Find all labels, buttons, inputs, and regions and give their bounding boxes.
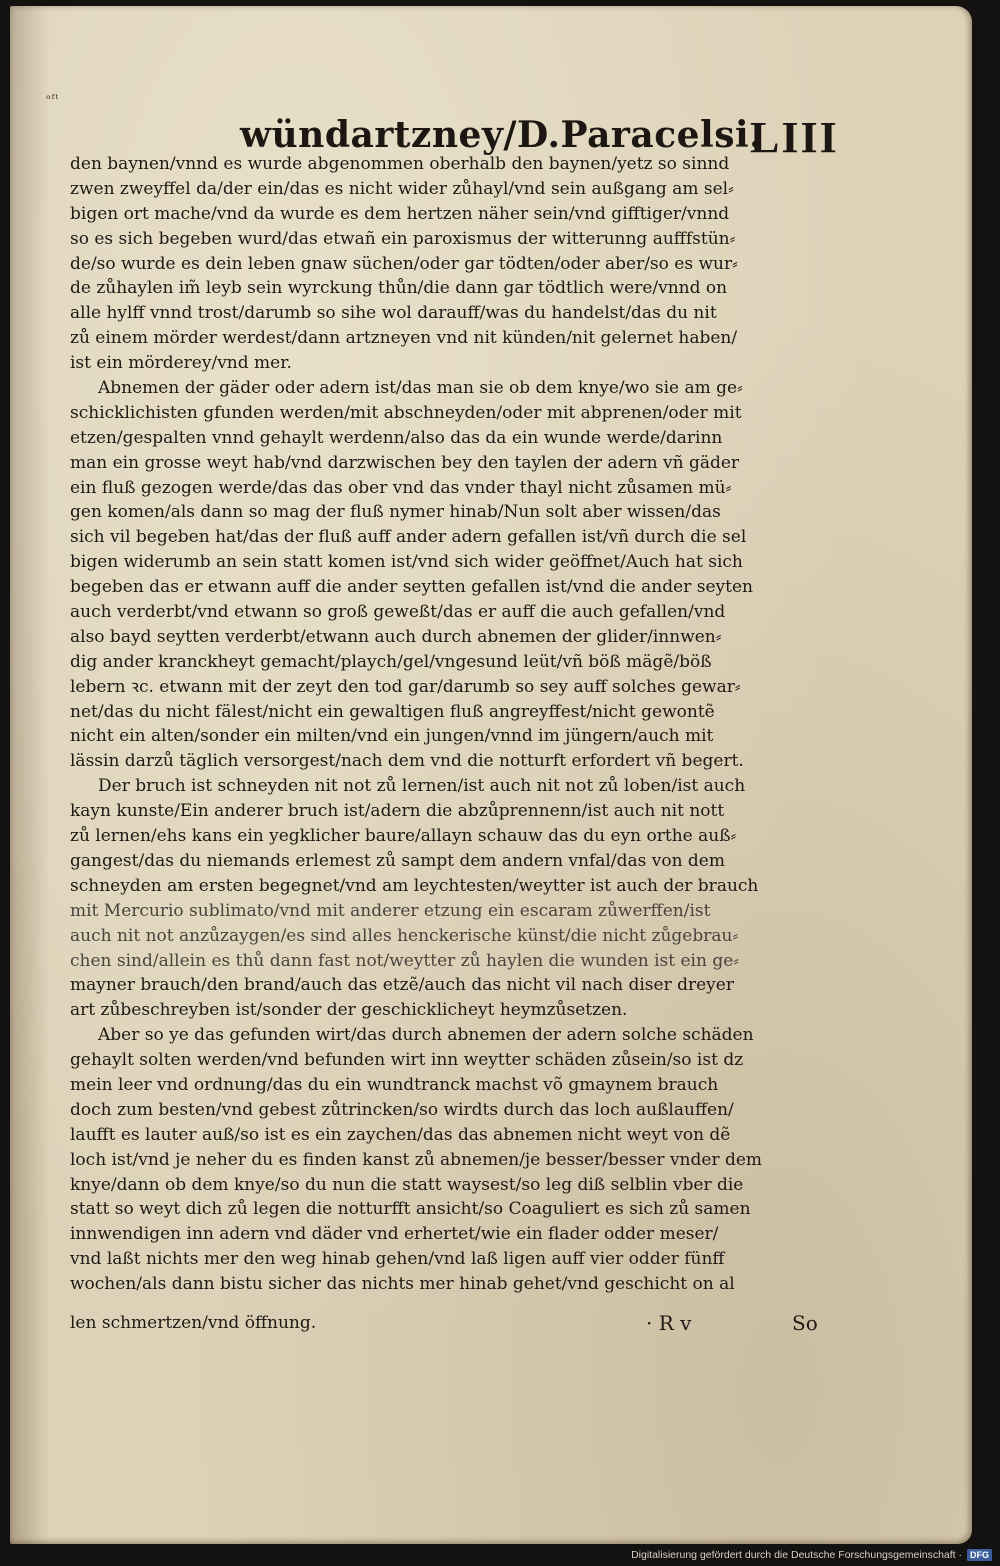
text-line: zů lernen/ehs kans ein yegklicher baure/allayn schauw das du eyn orthe auß⸗: [70, 826, 737, 847]
text-line: de zůhaylen im̃ leyb sein wyrckung thůn/die dann gar tödtlich were/vnnd on: [70, 278, 728, 299]
text-line: wochen/als dann bistu sicher das nichts mer hinab gehet/vnd geschicht on al: [70, 1274, 735, 1295]
scanned-page: [10, 6, 972, 1544]
text-line: gen komen/als dann so mag der fluß nymer hinab/Nun solt aber wissen/das: [70, 502, 721, 523]
text-line: Der bruch ist schneyden nit not zů lernen/ist auch nit not zů loben/ist auch: [98, 776, 746, 797]
text-line: loch ist/vnd je neher du es finden kanst zů abnemen/je besser/besser vnder dem: [70, 1149, 763, 1170]
catch-line: [70, 1308, 840, 1338]
dfg-logo: DFG: [967, 1549, 992, 1561]
text-line: zů einem mörder werdest/dann artzneyen vnd nit künden/nit gelernet haben/: [70, 328, 738, 349]
text-line: also bayd seytten verderbt/etwann auch durch abnemen der glider/innwen⸗: [70, 626, 722, 647]
text-block: [70, 152, 840, 1297]
text-line: man ein grosse weyt hab/vnd darzwischen bey den taylen der adern vñ gäder: [70, 452, 740, 473]
funding-footer: [631, 1548, 992, 1562]
text-line: chen sind/allein es thů dann fast not/weytter zů haylen die wunden ist ein ge⸗: [70, 950, 739, 971]
text-line: ein fluß gezogen werde/das das ober vnd das vnder thayl nicht zůsamen mü⸗: [70, 477, 732, 498]
text-line: schneyden am ersten begegnet/vnd am leychtesten/weytter ist auch der brauch: [70, 875, 759, 896]
text-line: ist ein mörderey/vnd mer.: [70, 353, 292, 374]
text-line: dig ander kranckheyt gemacht/playch/gel/vngesund leüt/vñ böß mägẽ/böß: [70, 651, 712, 672]
text-line: kayn kunste/Ein anderer bruch ist/adern die abzůprennenn/ist auch nit nott: [70, 801, 725, 822]
text-line: etzen/gespalten vnnd gehaylt werdenn/also das da ein wunde werde/darinn: [70, 427, 723, 448]
text-line: sich vil begeben hat/das der fluß auff ander adern gefallen ist/vñ durch die sel: [70, 527, 747, 548]
catchword: So: [792, 1311, 818, 1335]
text-line: schicklichisten gfunden werden/mit abschneyden/oder mit abprenen/oder mit: [70, 402, 742, 423]
text-line: so es sich begeben wurd/das etwañ ein paroxismus der witterunng aufffstün⸗: [70, 228, 736, 249]
text-line: mayner brauch/den brand/auch das etzẽ/auch das nicht vil nach diser dreyer: [70, 975, 734, 996]
text-line: de/so wurde es dein leben gnaw süchen/oder gar tödten/oder aber/so es wur⸗: [70, 253, 738, 274]
text-line: Abnemen der gäder oder adern ist/das man sie ob dem knye/wo sie am ge⸗: [98, 378, 743, 399]
text-line: gangest/das du niemands erlemest zů sampt dem andern vnfal/das von dem: [70, 850, 725, 871]
text-line: lässin darzů täglich versorgest/nach dem vnd die notturft erfordert vñ begert.: [70, 751, 744, 772]
signature-mark: · R v: [646, 1311, 692, 1335]
running-title: wündartzney/D.Paracelsi.: [240, 114, 763, 156]
last-text-line: len schmertzen/vnd öffnung.: [70, 1313, 317, 1333]
text-line: laufft es lauter auß/so ist es ein zaychen/das das abnemen nicht weyt von dẽ: [70, 1124, 731, 1145]
text-line: zwen zweyffel da/der ein/das es nicht wider zůhayl/vnd sein außgang am sel⸗: [70, 178, 734, 199]
text-line: doch zum besten/vnd gebest zůtrincken/so wirdts durch das loch außlauffen/: [70, 1099, 734, 1120]
text-line: net/das du nicht fälest/nicht ein gewaltigen fluß angreyffest/nicht gewontẽ: [70, 701, 715, 722]
text-line: nicht ein alten/sonder ein milten/vnd ein jungen/vnnd im jüngern/auch mit: [70, 726, 714, 747]
text-line: gehaylt solten werden/vnd befunden wirt inn weytter schäden zůsein/so ist dz: [70, 1050, 744, 1071]
text-line: den baynen/vnnd es wurde abgenommen oberhalb den baynen/yetz so sinnd: [70, 154, 730, 174]
text-line: auch nit not anzůzaygen/es sind alles henckerische künst/die nicht zůgebrau⸗: [70, 925, 739, 946]
text-line: mein leer vnd ordnung/das du ein wundtranck machst võ gmaynem brauch: [70, 1074, 719, 1095]
text-line: Aber so ye das gefunden wirt/das durch abnemen der adern solche schäden: [98, 1025, 754, 1046]
text-line: mit Mercurio sublimato/vnd mit anderer etzung ein escaram zůwerffen/ist: [70, 900, 711, 921]
text-line: innwendigen inn adern vnd däder vnd erhertet/wie ein flader odder meser/: [70, 1224, 719, 1245]
text-line: alle hylff vnnd trost/darumb so sihe wol darauff/was du handelst/das du nit: [70, 303, 717, 324]
text-line: art zůbeschreyben ist/sonder der geschicklicheyt heymzůsetzen.: [70, 1000, 628, 1021]
text-line: auch verderbt/vnd etwann so groß geweßt/das er auff die auch gefallen/vnd: [70, 602, 726, 623]
text-line: bigen ort mache/vnd da wurde es dem hertzen näher sein/vnd gifftiger/vnnd: [70, 203, 730, 224]
margin-mark: ᵒᶠᵗ: [46, 92, 60, 106]
text-line: knye/dann ob dem knye/so du nun die statt waysest/so leg diß selblin vber die: [70, 1174, 744, 1195]
folio-number: LIII: [750, 113, 839, 162]
funding-notice: Digitalisierung gefördert durch die Deutsche Forschungsgemeinschaft ·: [631, 1549, 962, 1561]
text-line: statt so weyt dich zů legen die notturfft ansicht/so Coaguliert es sich zů samen: [70, 1199, 751, 1220]
text-line: begeben das er etwann auff die ander seytten gefallen ist/vnd die ander seyten: [70, 577, 753, 598]
text-line: vnd laßt nichts mer den weg hinab gehen/vnd laß ligen auff vier odder fünff: [70, 1249, 725, 1270]
text-line: lebern ꝛc. etwann mit der zeyt den tod gar/darumb so sey auff solches gewar⸗: [70, 676, 741, 697]
text-line: bigen widerumb an sein statt komen ist/vnd sich wider geöffnet/Auch hat sich: [70, 552, 743, 573]
